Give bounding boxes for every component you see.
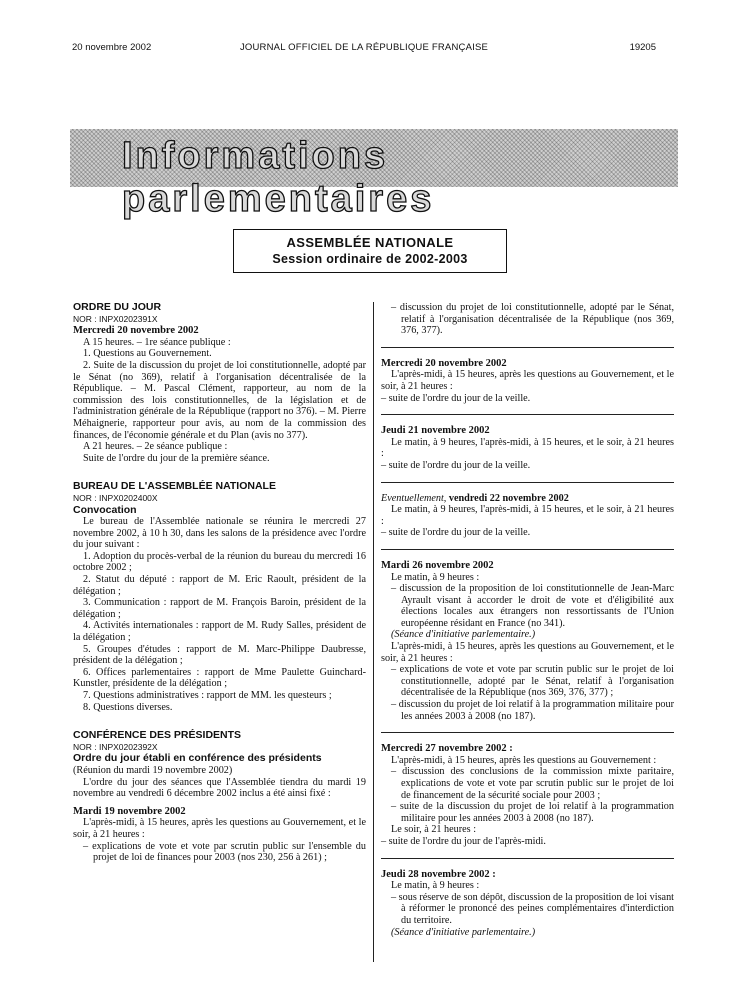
conference-subtitle: Ordre du jour établi en conférence des présidents bbox=[73, 752, 322, 765]
bureau-item: 1. Adoption du procès-verbal de la réunion du bureau du mercredi 16 octobre 2002 ; bbox=[73, 550, 366, 574]
ordre-p4: A 21 heures. – 2e séance publique : bbox=[83, 441, 228, 453]
conference-title: CONFÉRENCE DES PRÉSIDENTS bbox=[73, 729, 242, 742]
conference-reunion: (Réunion du mardi 19 novembre 2002) bbox=[73, 764, 233, 776]
ordre-p3: 2. Suite de la discussion du projet de loi constitutionnelle, adopté par le Sénat (no 369), relatif à l'organisation décentralisée de la République. – M. Pascal Clément, rapporteur, au nom de la commission des lois constitutionnelles, de la législation et de l'administration générale de la République (rapport no 376). – M. Pierre Méhaignerie, rapporteur pour avis, au nom de la commission des finances, de l'économie générale et du Plan (avis no 377). bbox=[73, 359, 366, 441]
bureau-nor: NOR : INPX0202400X bbox=[73, 492, 158, 503]
assembly-box bbox=[233, 229, 507, 273]
s1-p1: L'après-midi, à 15 heures, après les questions au Gouvernement, et le soir, à 21 heures : bbox=[381, 369, 674, 392]
separator bbox=[381, 414, 674, 415]
s5-p1: L'après-midi, à 15 heures, après les questions au Gouvernement : bbox=[391, 754, 657, 766]
bureau-intro: Le bureau de l'Assemblée nationale se réunira le mercredi 27 novembre 2002, à 10 h 30, dans les salons de la présidence avec l'ordre du jour suivant : bbox=[73, 516, 366, 551]
s6-p2: – sous réserve de son dépôt, discussion de la proposition de loi visant à réformer le prononcé des peines complémentaires d'interdiction du territoire. bbox=[391, 891, 674, 926]
s5-p3: – suite de la discussion du projet de loi relatif à la programmation militaire pour les années 2003 à 2008 (no 187). bbox=[391, 801, 674, 824]
s4-p4: L'après-midi, à 15 heures, après les questions au Gouvernement, et le soir, à 21 heures : bbox=[381, 641, 674, 664]
bureau-item: 8. Questions diverses. bbox=[83, 701, 173, 713]
left-column bbox=[73, 302, 366, 864]
column-divider bbox=[373, 302, 374, 962]
right-top: – discussion du projet de loi constitutionnelle, adopté par le Sénat, relatif à l'organisation décentralisée de la République (nos 369, 376, 377). bbox=[391, 302, 674, 337]
page-number: 19205 bbox=[629, 42, 656, 53]
s3-date bbox=[381, 493, 674, 505]
s1-p2: – suite de l'ordre du jour de la veille. bbox=[381, 392, 531, 404]
section-banner bbox=[70, 129, 678, 220]
s2-date: Jeudi 21 novembre 2002 bbox=[381, 425, 490, 437]
s5-p2: – discussion des conclusions de la commission mixte paritaire, explications de vote et vote par scrutin public sur le projet de loi de financement de la sécurité sociale pour 2003 ; bbox=[391, 766, 674, 801]
s3-p1: Le matin, à 9 heures, l'après-midi, à 15 heures, et le soir, à 21 heures : bbox=[381, 504, 674, 527]
conference-p3: – explications de vote et vote par scrutin public sur l'ensemble du projet de loi de finances pour 2003 (nos 230, 256 à 261) ; bbox=[83, 840, 366, 864]
bureau-item: 4. Activités internationales : rapport de M. Rudy Salles, président de la délégation ; bbox=[73, 620, 366, 644]
s4-p1: Le matin, à 9 heures : bbox=[391, 571, 480, 583]
bureau-item: 5. Groupes d'études : rapport de M. Marc-Philippe Daubresse, président de la délégation ; bbox=[73, 643, 366, 667]
ordre-p1: A 15 heures. – 1re séance publique : bbox=[83, 336, 231, 348]
convocation-title: Convocation bbox=[73, 503, 137, 516]
s4-date: Mardi 26 novembre 2002 bbox=[381, 559, 494, 571]
assembly-name: ASSEMBLÉE NATIONALE bbox=[286, 235, 454, 250]
s3-date-main: vendredi 22 novembre 2002 bbox=[448, 492, 569, 504]
bureau-item: 3. Communication : rapport de M. François Baroin, président de la délégation ; bbox=[73, 597, 366, 620]
separator bbox=[381, 549, 674, 550]
conference-nor: NOR : INPX0202392X bbox=[73, 741, 158, 752]
ordre-title: ORDRE DU JOUR bbox=[73, 301, 162, 313]
s3-p2: – suite de l'ordre du jour de la veille. bbox=[381, 527, 531, 539]
conference-p1: L'ordre du jour des séances que l'Assemblée tiendra du mardi 19 novembre au vendredi 6 décembre 2002 inclus a été ainsi fixé : bbox=[73, 776, 366, 800]
bureau-item: 6. Offices parlementaires : rapport de Mme Paulette Guinchard-Kunstler, présidente de la délégation ; bbox=[73, 666, 366, 690]
s3-date-prefix: Eventuellement, bbox=[381, 492, 447, 504]
s5-date: Mercredi 27 novembre 2002 : bbox=[381, 743, 513, 755]
s4-p3: (Séance d'initiative parlementaire.) bbox=[391, 629, 536, 641]
conference-p2: L'après-midi, à 15 heures, après les questions au Gouvernement, et le soir, à 21 heures : bbox=[73, 817, 366, 840]
separator bbox=[381, 482, 674, 483]
ordre-date: Mercredi 20 novembre 2002 bbox=[73, 325, 199, 337]
s4-p6: – discussion du projet de loi relatif à la programmation militaire pour les années 2003 à 2008 (no 187). bbox=[391, 699, 674, 722]
conference-date: Mardi 19 novembre 2002 bbox=[73, 805, 186, 817]
separator bbox=[381, 732, 674, 733]
s5-p4: Le soir, à 21 heures : bbox=[391, 824, 477, 836]
s6-p1: Le matin, à 9 heures : bbox=[391, 880, 480, 892]
s6-p3: (Séance d'initiative parlementaire.) bbox=[391, 926, 536, 938]
s2-p1: Le matin, à 9 heures, l'après-midi, à 15 heures, et le soir, à 21 heures : bbox=[381, 436, 674, 460]
page-header bbox=[72, 42, 656, 56]
session-label: Session ordinaire de 2002-2003 bbox=[272, 252, 468, 266]
ordre-nor: NOR : INPX0202391X bbox=[73, 313, 158, 324]
header-date: 20 novembre 2002 bbox=[72, 42, 152, 53]
s4-p5: – explications de vote et vote par scrutin public sur le projet de loi constitutionnelle, adopté par le Sénat, relatif à l'organisation décentralisée de la République (nos 369, 376, 377) ; bbox=[391, 664, 674, 699]
s5-p5: – suite de l'ordre du jour de l'après-midi. bbox=[381, 835, 546, 847]
journal-title: JOURNAL OFFICIEL DE LA RÉPUBLIQUE FRANÇAISE bbox=[239, 42, 489, 53]
s1-date: Mercredi 20 novembre 2002 bbox=[381, 357, 507, 369]
s6-date: Jeudi 28 novembre 2002 : bbox=[381, 868, 496, 880]
bureau-item: 7. Questions administratives : rapport de MM. les questeurs ; bbox=[83, 690, 332, 701]
banner-title: Informations parlementaires bbox=[122, 135, 435, 220]
s2-p2: – suite de l'ordre du jour de la veille. bbox=[381, 459, 531, 471]
s4-p2: – discussion de la proposition de loi constitutionnelle de Jean-Marc Ayrault visant à accorder le droit de vote et d'éligibilité aux élections locales aux étrangers non ressortissants de l'Union européenne résidant en France (no 341). bbox=[391, 583, 674, 629]
separator bbox=[381, 347, 674, 348]
ordre-p5: Suite de l'ordre du jour de la première séance. bbox=[83, 452, 270, 464]
ordre-p2: 1. Questions au Gouvernement. bbox=[83, 348, 212, 360]
separator bbox=[381, 858, 674, 859]
bureau-item: 2. Statut du député : rapport de M. Eric Raoult, président de la délégation ; bbox=[73, 574, 366, 597]
bureau-title: BUREAU DE L'ASSEMBLÉE NATIONALE bbox=[73, 480, 276, 493]
right-column bbox=[381, 302, 674, 938]
